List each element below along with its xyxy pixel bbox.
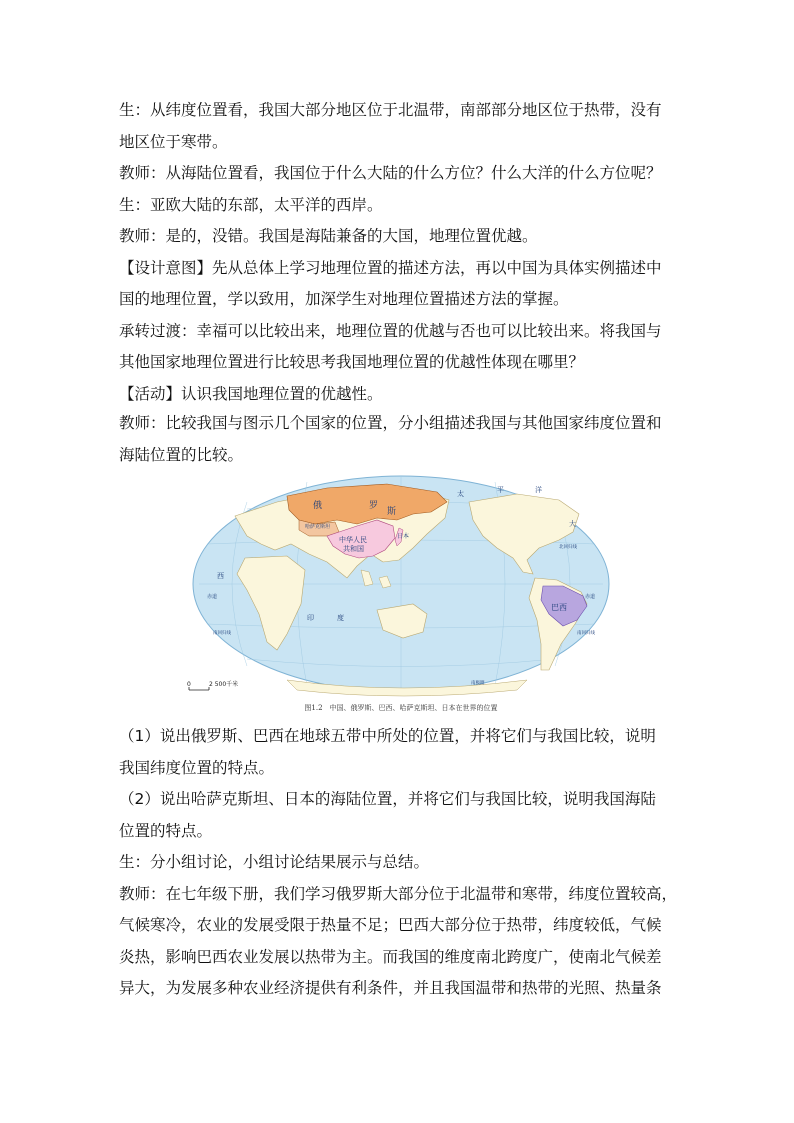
label-ocean-tai: 太 (457, 490, 464, 498)
label-china-1: 中华人民 (339, 536, 367, 544)
question-1-line-2: 我国纬度位置的特点。 (119, 759, 275, 777)
label-ocean-xi: 西 (217, 572, 224, 580)
label-antarctic: 南极圈 (471, 681, 485, 686)
question-2-line-2: 位置的特点。 (119, 822, 213, 840)
figure-caption: 图1.2 中国、俄罗斯、巴西、哈萨克斯坦、日本在世界的位置 (304, 704, 498, 712)
world-map (187, 474, 615, 702)
label-ocean-yin: 印 (307, 614, 314, 622)
paragraph-12: 海陆位置的比较。 (119, 446, 244, 464)
label-ocean-ping: 平 (497, 486, 504, 494)
paragraph-9: 其他国家地理位置进行比较思考我国地理位置的优越性体现在哪里？ (119, 353, 585, 371)
scale-label: 2 500千米 (209, 681, 239, 688)
paragraph-5: 教师：是的，没错。我国是海陆兼备的大国，地理位置优越。 (119, 227, 538, 245)
paragraph-4: 生：亚欧大陆的东部，太平洋的西岸。 (119, 196, 383, 214)
label-ocean-yang: 洋 (535, 486, 542, 494)
paragraph-1: 生：从纬度位置看，我国大部分地区位于北温带，南部部分地区位于热带，没有 (119, 101, 662, 119)
paragraph-15: 气候寒冷，农业的发展受限于热量不足；巴西大部分位于热带，纬度较低，气候 (119, 916, 662, 934)
paragraph-17: 异大，为发展多种农业经济提供有利条件，并且我国温带和热带的光照、热量条 (119, 979, 662, 997)
label-russia-3: 斯 (387, 507, 397, 517)
world-map-figure (187, 474, 615, 720)
paragraph-16: 炎热，影响巴西农业发展以热带为主。而我国的维度南北跨度广，使南北气候差 (119, 948, 662, 966)
label-japan: 日本 (397, 533, 410, 540)
label-south-tropic-right: 南回归线 (577, 631, 595, 636)
label-kazakhstan: 哈萨克斯坦 (305, 524, 331, 530)
paragraph-3: 教师：从海陆位置看，我国位于什么大陆的什么方位？什么大洋的什么方位呢？ (119, 164, 662, 182)
paragraph-2: 地区位于寒带。 (119, 133, 228, 151)
paragraph-7: 国的地理位置，学以致用，加深学生对地理位置描述方法的掌握。 (119, 290, 569, 308)
paragraph-14: 教师：在七年级下册，我们学习俄罗斯大部分位于北温带和寒带，纬度位置较高， (119, 885, 678, 903)
paragraph-10: 【活动】认识我国地理位置的优越性。 (119, 385, 383, 403)
question-2-line-1: （2）说出哈萨克斯坦、日本的海陆位置，并将它们与我国比较，说明我国海陆 (119, 790, 656, 808)
label-russia-1: 俄 (313, 501, 323, 511)
paragraph-13: 生：分小组讨论，小组讨论结果展示与总结。 (119, 853, 430, 871)
label-equator-right: 赤道 (585, 594, 596, 600)
label-brazil: 巴西 (551, 603, 567, 612)
label-equator-left: 赤道 (207, 594, 218, 600)
question-1-line-1: （1）说出俄罗斯、巴西在地球五带中所处的位置，并将它们与我国比较，说明 (119, 727, 656, 745)
label-north-tropic: 北回归线 (559, 545, 577, 550)
label-south-tropic-left: 南回归线 (213, 631, 231, 636)
scale-zero: 0 (187, 681, 191, 688)
scale-bar (187, 680, 238, 690)
paragraph-6: 【设计意图】先从总体上学习地理位置的描述方法，再以中国为具体实例描述中 (119, 259, 662, 277)
paragraph-11: 教师：比较我国与图示几个国家的位置，分小组描述我国与其他国家纬度位置和 (119, 414, 662, 432)
label-russia-2: 罗 (369, 501, 379, 511)
label-ocean-da: 大 (569, 520, 576, 528)
label-china-2: 共和国 (343, 545, 364, 553)
label-ocean-du: 度 (337, 614, 344, 622)
paragraph-8: 承转过渡：幸福可以比较出来，地理位置的优越与否也可以比较出来。将我国与 (119, 322, 662, 340)
